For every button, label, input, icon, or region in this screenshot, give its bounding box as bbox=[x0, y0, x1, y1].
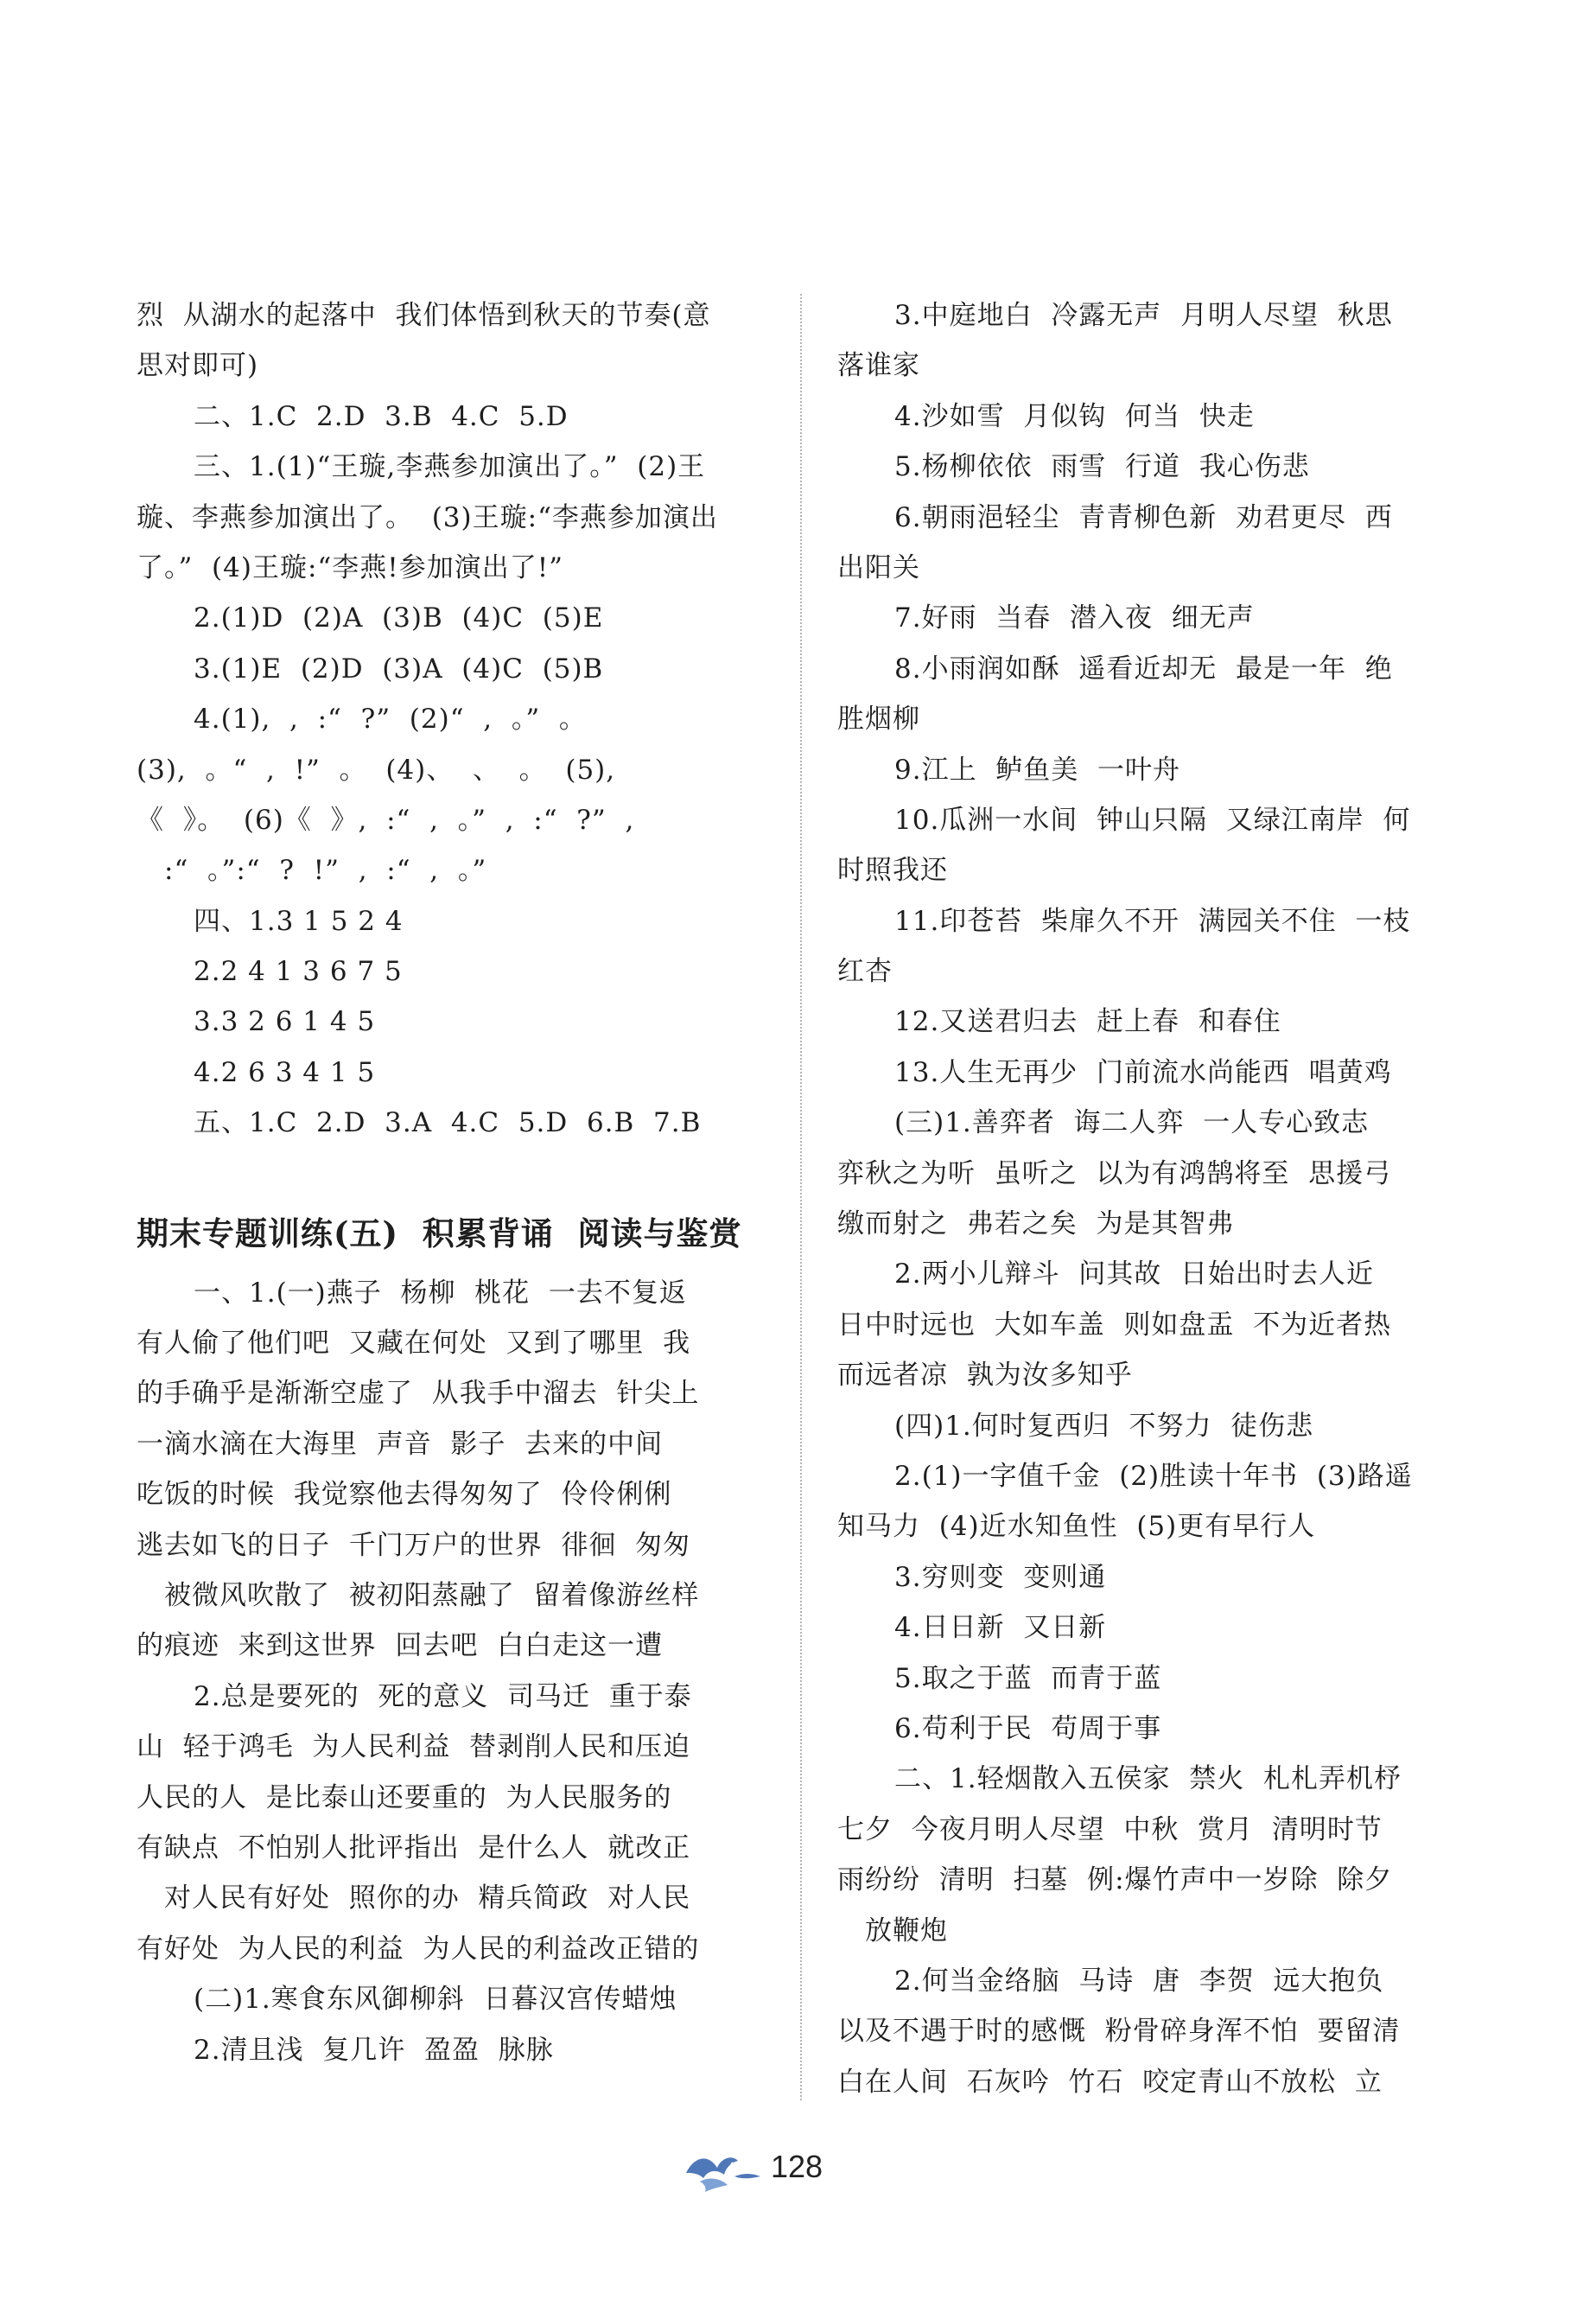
answer-line: 2.2 4 1 3 6 7 5 bbox=[194, 956, 403, 988]
answer-line: 4.日日新 又日新 bbox=[894, 1612, 1107, 1644]
answer-line: 胜烟柳 bbox=[837, 704, 920, 736]
left-answers-top bbox=[137, 290, 783, 1149]
answer-line: 6.苟利于民 苟周于事 bbox=[894, 1712, 1162, 1744]
answer-line: 一、1.(一)燕子 杨柳 桃花 一去不复返 bbox=[194, 1277, 687, 1309]
bird-ornament-icon bbox=[683, 2147, 762, 2199]
answer-line: 红杏 bbox=[837, 956, 893, 988]
answer-line: 山 轻于鸿毛 为人民利益 替剥削人民和压迫 bbox=[137, 1731, 691, 1763]
answer-line: 四、1.3 1 5 2 4 bbox=[194, 905, 404, 937]
answer-line: 吃饭的时候 我觉察他去得匆匆了 伶伶俐俐 bbox=[137, 1479, 672, 1511]
answer-line: 3.(1)E (2)D (3)A (4)C (5)B bbox=[194, 653, 604, 685]
left-column bbox=[137, 290, 783, 2075]
answer-line: 有好处 为人民的利益 为人民的利益改正错的 bbox=[137, 1933, 700, 1965]
answer-line: 烈 从湖水的起落中 我们体悟到秋天的节奏(意 bbox=[137, 300, 711, 331]
answer-line: 3.穷则变 变则通 bbox=[894, 1561, 1107, 1593]
answer-line: 《 》。 (6)《 》, :“ , 。” , :“ ?” , bbox=[137, 804, 635, 836]
right-answers bbox=[837, 290, 1484, 2107]
answer-line: :“ 。”:“ ? !” , :“ , 。” bbox=[164, 855, 487, 887]
answer-line: 4.2 6 3 4 1 5 bbox=[194, 1056, 376, 1088]
answer-line: 弈秋之为听 虽听之 以为有鸿鹄将至 思援弓 bbox=[837, 1157, 1392, 1189]
answer-line: 2.总是要死的 死的意义 司马迁 重于泰 bbox=[194, 1680, 692, 1712]
answer-line: 12.又送君归去 赶上春 和春住 bbox=[894, 1006, 1281, 1038]
answer-line: 有缺点 不怕别人批评指出 是什么人 就改正 bbox=[137, 1832, 691, 1864]
answer-line: 出阳关 bbox=[837, 551, 920, 583]
page-footer bbox=[683, 2142, 838, 2202]
answer-line: 对人民有好处 照你的办 精兵简政 对人民 bbox=[164, 1883, 691, 1915]
answer-line: 2.(1)D (2)A (3)B (4)C (5)E bbox=[194, 602, 604, 634]
answer-line: 的手确乎是渐渐空虚了 从我手中溜去 针尖上 bbox=[137, 1378, 700, 1410]
answer-line: 逃去如飞的日子 千门万户的世界 徘徊 匆匆 bbox=[137, 1529, 691, 1561]
answer-line: 13.人生无再少 门前流水尚能西 唱黄鸡 bbox=[894, 1056, 1392, 1088]
answer-line: 2.两小儿辩斗 问其故 日始出时去人近 bbox=[894, 1258, 1374, 1290]
answer-line: 10.瓜洲一水间 钟山只隔 又绿江南岸 何 bbox=[894, 804, 1411, 836]
answer-line: 被微风吹散了 被初阳蒸融了 留着像游丝样 bbox=[164, 1579, 700, 1611]
left-answers-bottom bbox=[137, 1268, 783, 2075]
answer-line: 5.取之于蓝 而青于蓝 bbox=[894, 1662, 1162, 1694]
column-divider bbox=[800, 294, 802, 2100]
answer-line: 2.(1)一字值千金 (2)胜读十年书 (3)路遥 bbox=[894, 1460, 1413, 1492]
answer-line: 而远者凉 孰为汝多知乎 bbox=[837, 1360, 1133, 1392]
answer-line: 知马力 (4)近水知鱼性 (5)更有早行人 bbox=[837, 1511, 1316, 1543]
answer-line: 5.杨柳依依 雨雪 行道 我心伤悲 bbox=[894, 451, 1310, 483]
answer-line: 3.3 2 6 1 4 5 bbox=[194, 1006, 376, 1038]
answer-line: 7.好雨 当春 潜入夜 细无声 bbox=[894, 602, 1255, 634]
answer-line: 11.印苍苔 柴扉久不开 满园关不住 一枝 bbox=[894, 905, 1411, 937]
answer-line: 二、1.轻烟散入五侯家 禁火 札札弄机杼 bbox=[894, 1763, 1402, 1795]
page-number: 128 bbox=[771, 2149, 823, 2184]
answer-line: 五、1.C 2.D 3.A 4.C 5.D 6.B 7.B bbox=[194, 1107, 702, 1139]
answer-line: 人民的人 是比泰山还要重的 为人民服务的 bbox=[137, 1781, 672, 1813]
answer-line: (三)1.善弈者 诲二人弈 一人专心致志 bbox=[894, 1107, 1370, 1139]
answer-line: 了。” (4)王璇:“李燕!参加演出了!” bbox=[137, 551, 564, 583]
answer-line: 3.中庭地白 冷露无声 月明人尽望 秋思 bbox=[894, 300, 1393, 331]
answer-line: 6.朝雨浥轻尘 青青柳色新 劝君更尽 西 bbox=[894, 501, 1393, 533]
answer-line: 放鞭炮 bbox=[865, 1915, 948, 1946]
answer-line: 时照我还 bbox=[837, 855, 948, 887]
answer-line: 以及不遇于时的感慨 粉骨碎身浑不怕 要留清 bbox=[837, 2016, 1401, 2048]
answer-line: 2.何当金络脑 马诗 唐 李贺 远大抱负 bbox=[894, 1965, 1384, 1997]
answer-line: 9.江上 鲈鱼美 一叶舟 bbox=[894, 754, 1180, 786]
answer-line: 缴而射之 弗若之矣 为是其智弗 bbox=[837, 1208, 1235, 1240]
answer-line: 落谁家 bbox=[837, 350, 920, 382]
answer-line: (四)1.何时复西归 不努力 徒伤悲 bbox=[894, 1410, 1314, 1442]
answer-line: 4.(1), , :“ ?” (2)“ , 。” 。 bbox=[194, 704, 587, 736]
answer-line: 2.清且浅 复几许 盈盈 脉脉 bbox=[194, 2034, 554, 2066]
right-column bbox=[837, 290, 1484, 2107]
answer-line: 的痕迹 来到这世界 回去吧 白白走这一遭 bbox=[137, 1630, 664, 1662]
section-title: 期末专题训练(五) 积累背诵 阅读与鉴赏 bbox=[137, 1214, 742, 1252]
answer-line: 思对即可) bbox=[137, 350, 259, 382]
answer-line: 三、1.(1)“王璇,李燕参加演出了。” (2)王 bbox=[194, 451, 706, 483]
answer-line: 有人偷了他们吧 又藏在何处 又到了哪里 我 bbox=[137, 1328, 691, 1360]
section-gap bbox=[137, 1149, 783, 1199]
answer-line: 璇、李燕参加演出了。 (3)王璇:“李燕参加演出 bbox=[137, 501, 718, 533]
answer-line: 二、1.C 2.D 3.B 4.C 5.D bbox=[194, 400, 569, 432]
answer-line: 七夕 今夜月明人尽望 中秋 赏月 清明时节 bbox=[837, 1813, 1383, 1845]
answer-line: (二)1.寒食东风御柳斜 日暮汉宫传蜡烛 bbox=[194, 1984, 677, 2016]
answer-line: 8.小雨润如酥 遥看近却无 最是一年 绝 bbox=[894, 653, 1393, 685]
answer-line: (3), 。“ , !” 。 (4)、 、 。 (5), bbox=[137, 754, 616, 786]
answer-line: 一滴水滴在大海里 声音 影子 去来的中间 bbox=[137, 1428, 664, 1460]
answer-line: 雨纷纷 清明 扫墓 例:爆竹声中一岁除 除夕 bbox=[837, 1864, 1393, 1896]
answer-line: 4.沙如雪 月似钩 何当 快走 bbox=[894, 400, 1255, 432]
answer-line: 白在人间 石灰吟 竹石 咬定青山不放松 立 bbox=[837, 2066, 1383, 2098]
answer-line: 日中时远也 大如车盖 则如盘盂 不为近者热 bbox=[837, 1309, 1392, 1341]
